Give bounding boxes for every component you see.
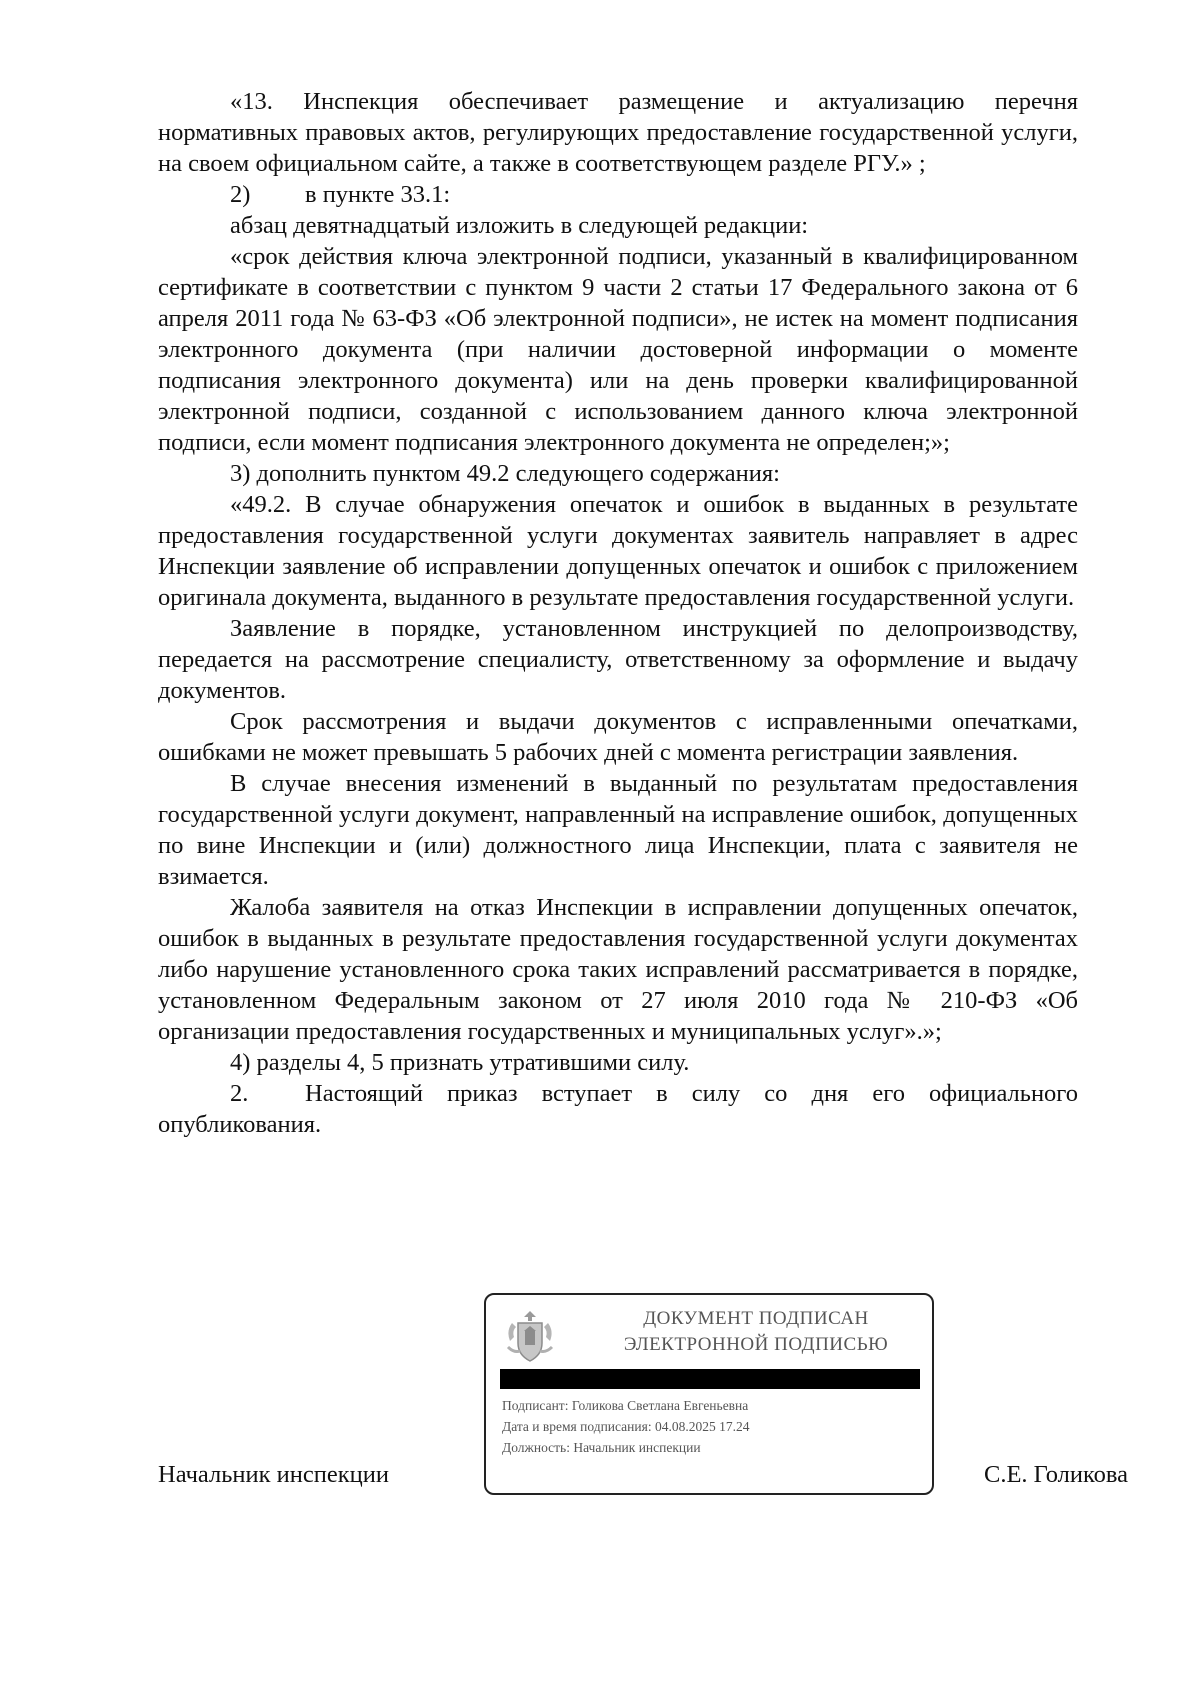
stamp-position: Должность: Начальник инспекции	[502, 1440, 701, 1455]
paragraph-item-3: 3) дополнить пунктом 49.2 следующего содержания:	[230, 460, 780, 487]
paragraph-49-2: «49.2. В случае обнаружения опечаток и ошибок в выданных в результате предоставления государственной услуги документах заявитель направляет в адрес Инспекции заявление об исправлении допущенных опечаток и ошибок с приложением оригинала документа, выданного в результате предоставления государственной услуги.	[158, 491, 1078, 611]
signatory-name: С.Е. Голикова	[984, 1461, 1128, 1488]
paragraph-13: «13. Инспекция обеспечивает размещение и актуализацию перечня нормативных правовых актов, регулирующих предоставление государственной услуги, на своем официальном сайте, а также в соответствующем разделе РГУ.» ;	[158, 88, 1078, 177]
stamp-heading-line2: ЭЛЕКТРОННОЙ ПОДПИСЬЮ	[623, 1334, 889, 1355]
stamp-datetime: Дата и время подписания: 04.08.2025 17.24	[502, 1419, 750, 1434]
stamp-heading-line1: ДОКУМЕНТ ПОДПИСАН	[643, 1308, 869, 1329]
paragraph-complaint: Жалоба заявителя на отказ Инспекции в исправлении допущенных опечаток, ошибок в выданных в результате предоставления государственной услуги документах либо нарушение установленного срока таких исправлений рассматривается в порядке, установленном Федеральным законом от 27 июля 2010 года № 210-ФЗ «Об организации предоставления государственных и муниципальных услуг».»;	[158, 894, 1078, 1045]
list-item-2	[158, 179, 1078, 210]
list-number: 2)	[230, 181, 251, 208]
stamp-details	[502, 1395, 922, 1458]
stamp-heading	[596, 1306, 916, 1358]
stamp-signer: Подписант: Голикова Светлана Евгеньевна	[502, 1398, 749, 1413]
paragraph-changes: В случае внесения изменений в выданный по результатам предоставления государственной услуги документ, направленный на исправление ошибок, допущенных по вине Инспекции и (или) должностного лица Инспекции, плата с заявителя не взимается.	[158, 770, 1078, 890]
electronic-signature-stamp	[484, 1293, 934, 1495]
paragraph-instruction: абзац девятнадцатый изложить в следующей редакции:	[230, 212, 809, 239]
redaction-bar	[500, 1369, 920, 1389]
paragraph-application: Заявление в порядке, установленном инструкцией по делопроизводству, передается на рассмотрение специалисту, ответственному за оформление и выдачу документов.	[158, 615, 1078, 704]
paragraph-signature-key: «срок действия ключа электронной подписи, указанный в квалифицированном сертификате в соответствии с пунктом 9 части 2 статьи 17 Федерального закона от 6 апреля 2011 года № 63-ФЗ «Об электронной подписи», не истек на момент подписания электронного документа (при наличии достоверной информации о моменте подписания электронного документа) или на день проверки квалифицированной электронной подписи, созданной с использованием данного ключа электронной подписи, если момент подписания электронного документа не определен;»;	[158, 243, 1078, 456]
signatory-title: Начальник инспекции	[158, 1461, 389, 1488]
list-number: 2.	[230, 1080, 249, 1107]
list-text: в пункте 33.1:	[305, 181, 451, 208]
list-text: Настоящий приказ вступает в силу со дня его официального опубликования.	[158, 1080, 1078, 1138]
document-body	[158, 86, 1078, 1140]
coat-of-arms-icon	[502, 1307, 558, 1367]
paragraph-item-4: 4) разделы 4, 5 признать утратившими силу.	[230, 1049, 690, 1076]
list-item-order-2	[158, 1078, 1078, 1140]
paragraph-deadline: Срок рассмотрения и выдачи документов с исправленными опечатками, ошибками не может превышать 5 рабочих дней с момента регистрации заявления.	[158, 708, 1078, 766]
